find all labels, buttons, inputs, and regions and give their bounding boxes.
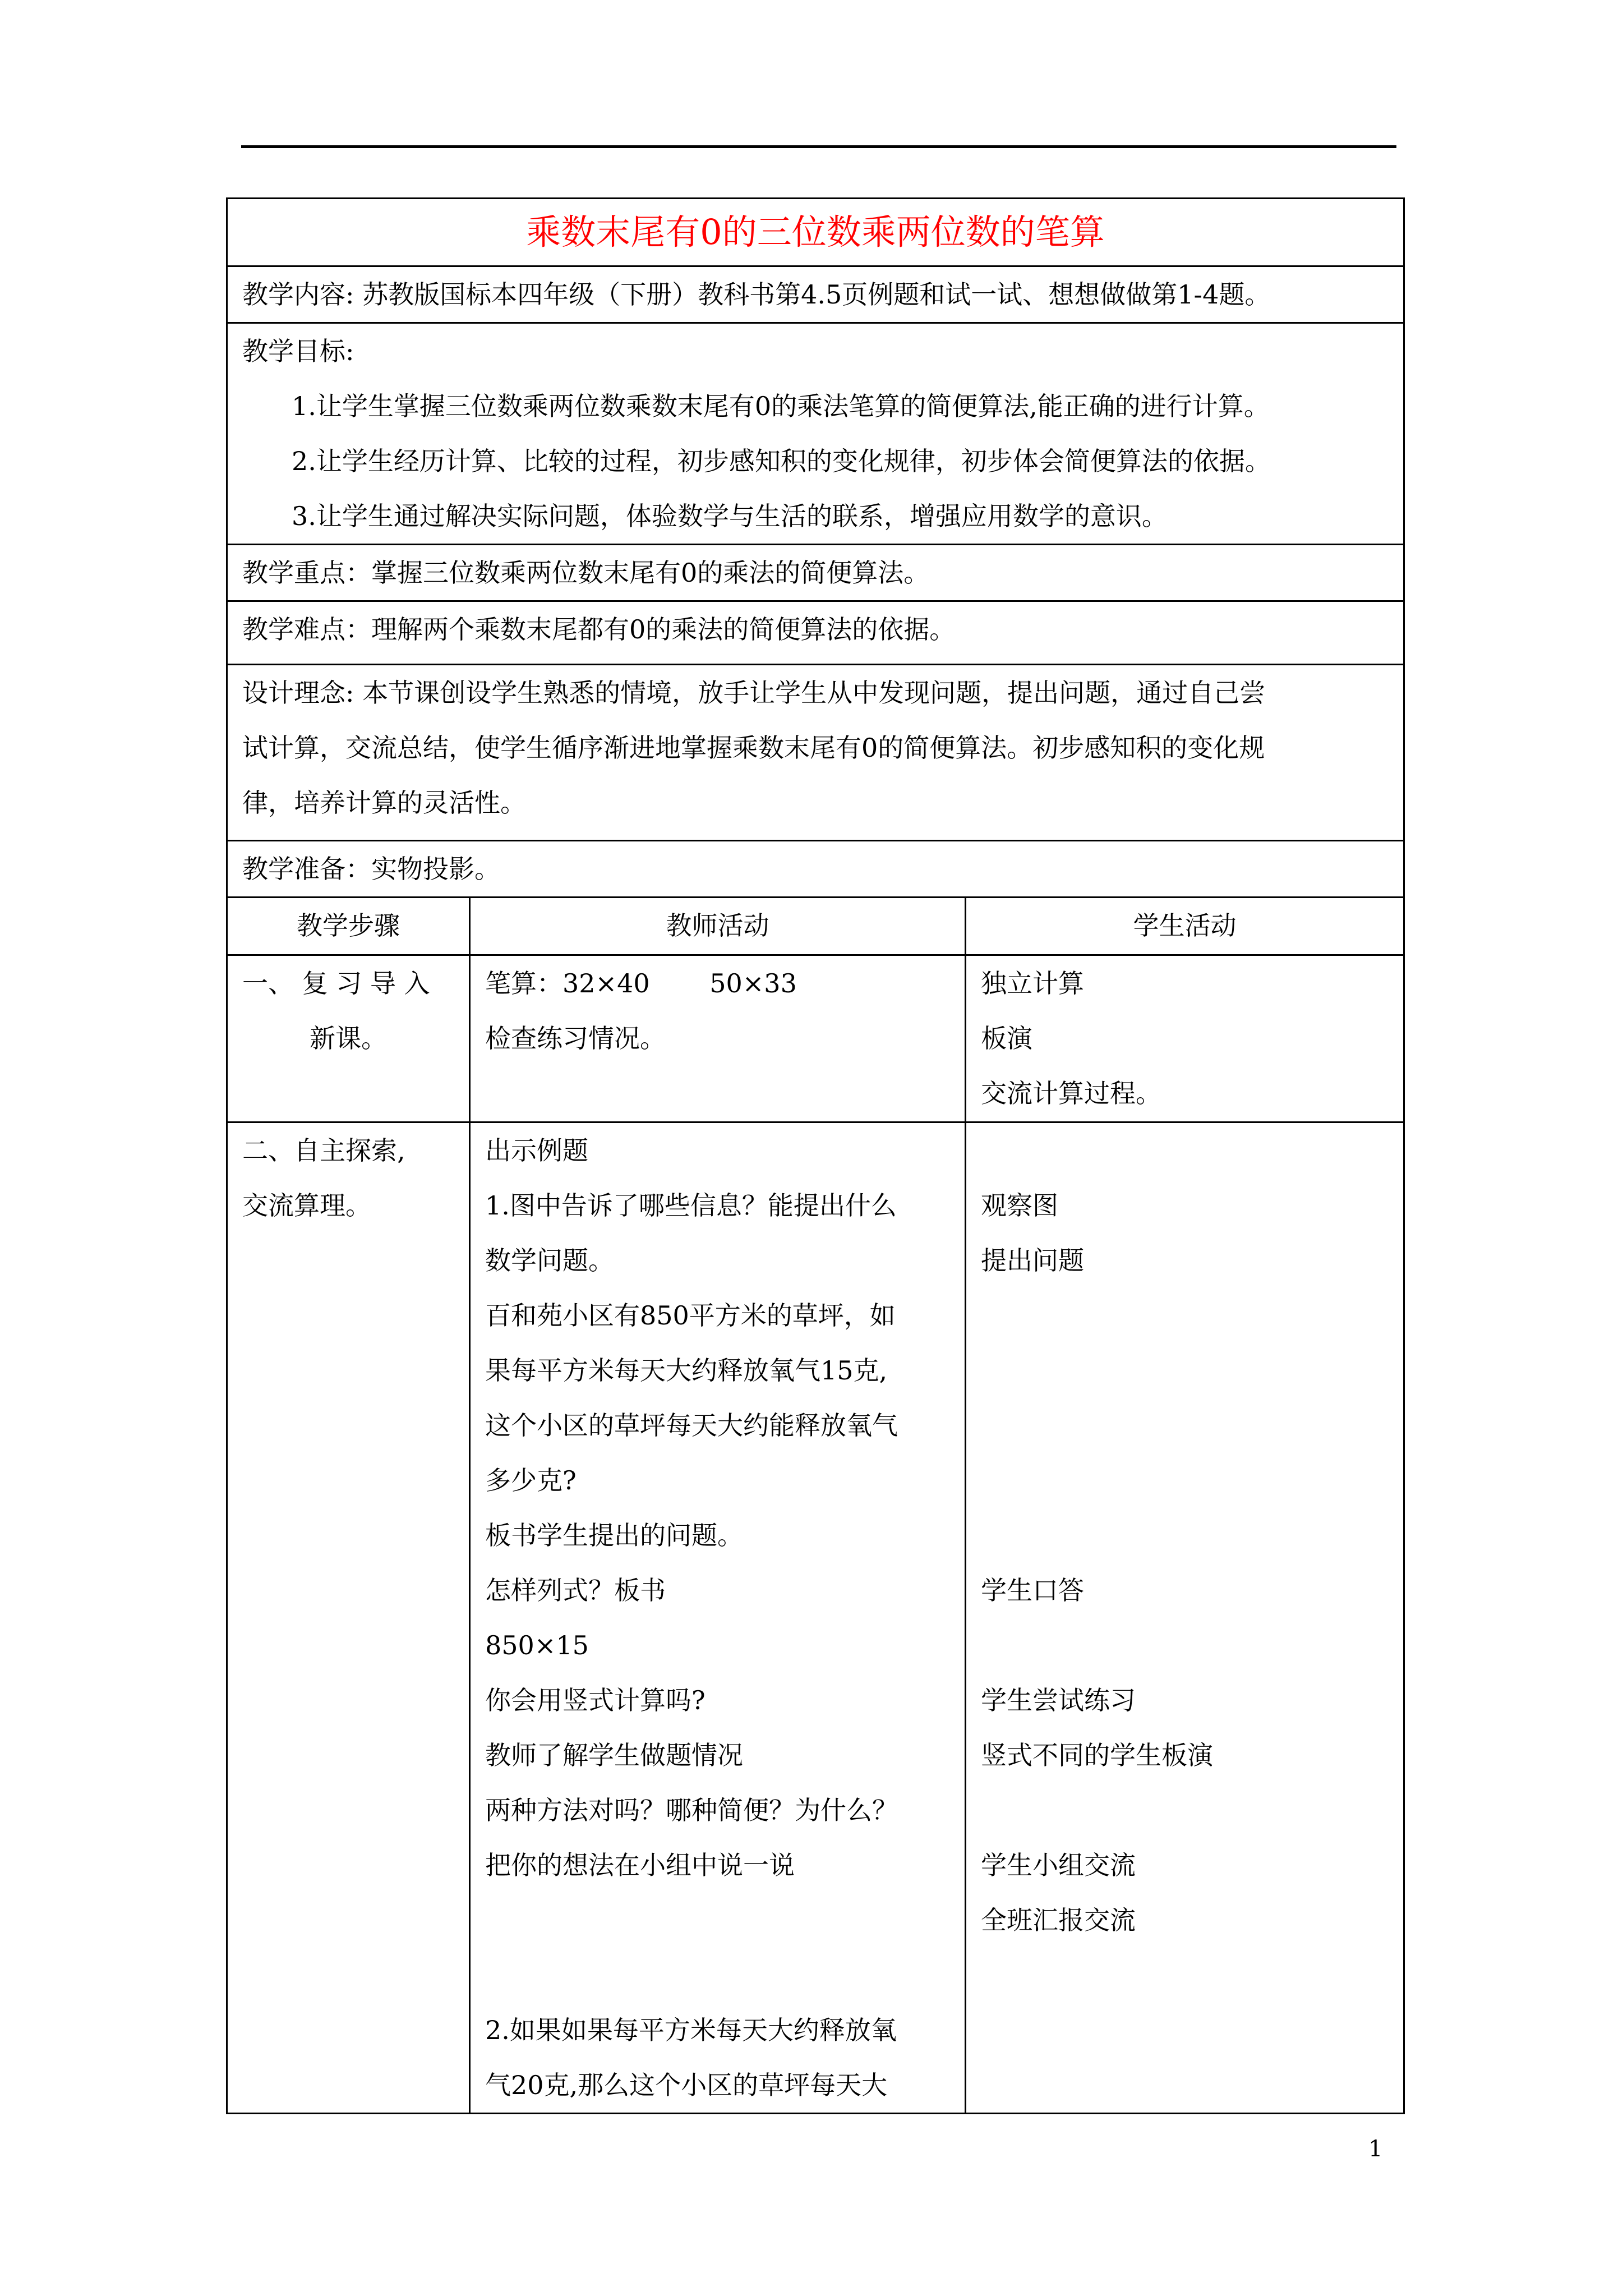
- teacher-line: 数学问题。: [485, 1245, 614, 1276]
- design-line: 试计算，交流总结，使学生循序渐进地掌握乘数末尾有0的简便算法。初步感知积的变化规: [242, 733, 1265, 763]
- student-line: 学生口答: [981, 1575, 1084, 1605]
- design-line: 设计理念: 本节课创设学生熟悉的情境，放手让学生从中发现问题，提出问题，通过自己尝: [242, 678, 1266, 708]
- student-line: 观察图: [981, 1190, 1058, 1221]
- document-title: 乘数末尾有0的三位数乘两位数的笔算: [227, 199, 1404, 266]
- teacher-activity-cell: [470, 955, 966, 1122]
- objective-item: 2.让学生经历计算、比较的过程，初步感知积的变化规律，初步体会简便算法的依据。: [292, 446, 1271, 476]
- student-line: [981, 1783, 1389, 1838]
- student-line: 提出问题: [981, 1245, 1084, 1276]
- teacher-line: [485, 1948, 950, 2003]
- step-line: 一、 复 习 导 入: [242, 968, 430, 999]
- teacher-line: [485, 1893, 950, 1948]
- student-activity-cell: [966, 955, 1404, 1122]
- key-point: 教学重点：掌握三位数乘两位数末尾有0的乘法的简便算法。: [227, 545, 1404, 601]
- column-header-student: 学生活动: [966, 898, 1404, 955]
- step-cell: [227, 1122, 470, 2114]
- teacher-line: 板书学生提出的问题。: [485, 1520, 743, 1550]
- teacher-line: 果每平方米每天大约释放氧气15克,: [485, 1355, 888, 1386]
- teacher-line: 多少克?: [485, 1465, 577, 1496]
- step-line: 交流算理。: [242, 1190, 371, 1221]
- step-cell: [227, 955, 470, 1122]
- student-line: 学生小组交流: [981, 1850, 1136, 1880]
- page-number: 1: [1368, 2136, 1383, 2162]
- teacher-line: 2.如果如果每平方米每天大约释放氧: [485, 2015, 897, 2045]
- student-line: [981, 1123, 1389, 1178]
- teacher-line: 出示例题: [485, 1135, 588, 1166]
- header-rule: [241, 145, 1396, 148]
- step-line: 二、自主探索,: [242, 1135, 405, 1166]
- student-line: 交流计算过程。: [981, 1078, 1161, 1108]
- student-line: [981, 1618, 1389, 1673]
- teacher-activity-cell: [470, 1122, 966, 2114]
- step-line: 新课。: [310, 1023, 387, 1053]
- design-line: 律，培养计算的灵活性。: [242, 788, 526, 818]
- teacher-line: 两种方法对吗？哪种简便？为什么？: [485, 1795, 898, 1825]
- teacher-line: 百和苑小区有850平方米的草坪，如: [485, 1300, 896, 1331]
- column-header-steps: 教学步骤: [227, 898, 470, 955]
- design-concept: [227, 665, 1404, 841]
- student-line: [981, 1508, 1389, 1563]
- teacher-line: 你会用竖式计算吗?: [485, 1685, 706, 1715]
- teacher-line: 1.图中告诉了哪些信息？能提出什么: [485, 1190, 897, 1221]
- teacher-line: 检查练习情况。: [485, 1023, 666, 1053]
- student-line: 全班汇报交流: [981, 1905, 1136, 1935]
- teacher-line: 怎样列式？板书: [485, 1575, 666, 1605]
- teaching-content: 教学内容: 苏教版国标本四年级（下册）教科书第4.5页例题和试一试、想想做做第1-4题。: [227, 266, 1404, 323]
- objective-item: 1.让学生掌握三位数乘两位数乘数末尾有0的乘法笔算的简便算法,能正确的进行计算。: [292, 391, 1270, 421]
- student-line: [981, 1288, 1389, 1343]
- student-line: 学生尝试练习: [981, 1685, 1136, 1715]
- student-line: [981, 1343, 1389, 1398]
- student-line: 板演: [981, 1023, 1032, 1053]
- lesson-plan-table: [226, 197, 1405, 2114]
- student-line: [981, 1398, 1389, 1453]
- objectives-label: 教学目标:: [242, 336, 354, 366]
- student-line: [981, 1453, 1389, 1508]
- teacher-line: 把你的想法在小组中说一说: [485, 1850, 795, 1880]
- student-line: 竖式不同的学生板演: [981, 1740, 1213, 1770]
- teacher-line: 笔算：32×40 50×33: [485, 968, 797, 999]
- preparation: 教学准备：实物投影。: [227, 841, 1404, 898]
- teacher-line: 这个小区的草坪每天大约能释放氧气: [485, 1410, 898, 1441]
- column-header-teacher: 教师活动: [470, 898, 966, 955]
- student-line: 独立计算: [981, 968, 1084, 999]
- teacher-line: 气20克,那么这个小区的草坪每天大: [485, 2070, 888, 2100]
- student-activity-cell: [966, 1122, 1404, 2114]
- difficult-point: 教学难点：理解两个乘数末尾都有0的乘法的简便算法的依据。: [227, 601, 1404, 665]
- objective-item: 3.让学生通过解决实际问题，体验数学与生活的联系，增强应用数学的意识。: [292, 501, 1168, 531]
- teacher-line: 教师了解学生做题情况: [485, 1740, 743, 1770]
- teacher-line: 850×15: [485, 1630, 589, 1660]
- teaching-objectives: [227, 323, 1404, 545]
